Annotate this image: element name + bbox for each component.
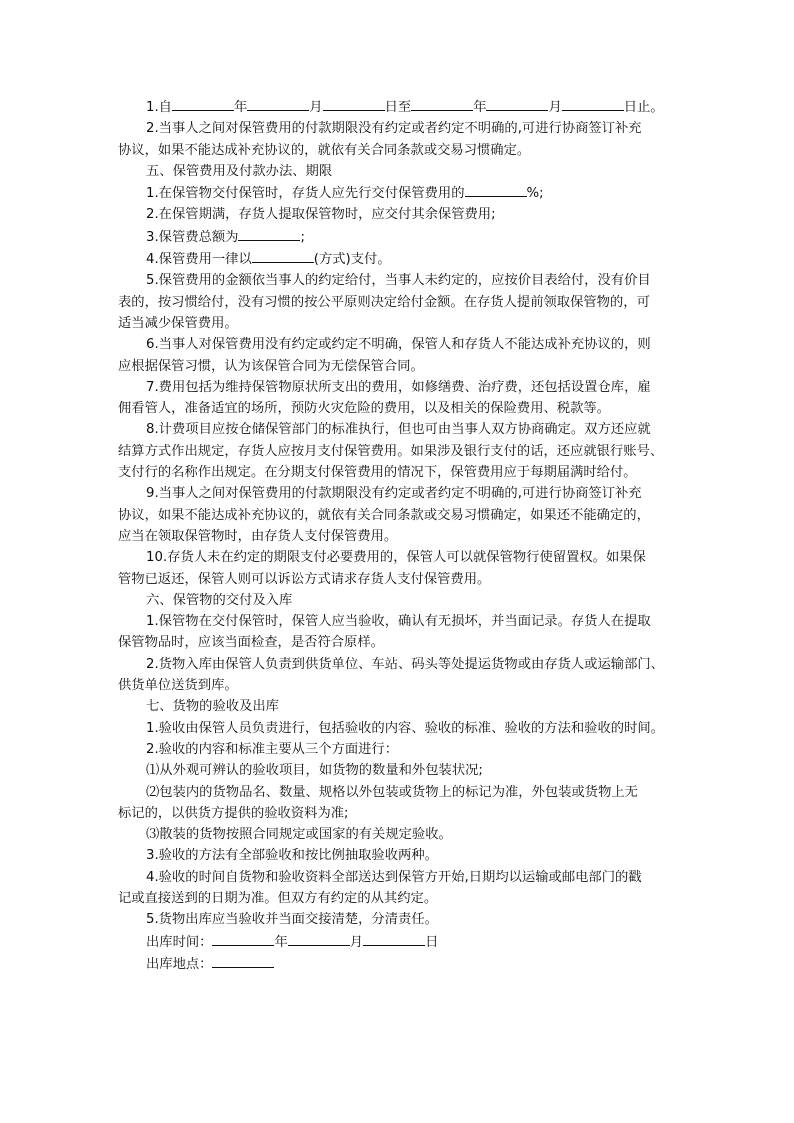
paragraph-line: 适当减少保管费用。 xyxy=(118,315,238,331)
paragraph-h5 xyxy=(118,161,688,182)
paragraph-line: 2.货物入库由保管人负责到供货单位、车站、码头等处提运货物或由存货人或运输部门、 xyxy=(146,656,664,672)
fill-in-blank[interactable] xyxy=(486,96,548,111)
paragraph-p5-7 xyxy=(118,377,688,420)
paragraph-line: 4.验收的时间自货物和验收资料全部送达到保管方开始,日期均以运输或邮电部门的戳 xyxy=(146,869,642,885)
paragraph-line: 结算方式作出规定，存货人应按月支付保管费用。如果涉及银行支付的话，还应就银行账号、 xyxy=(118,443,664,459)
paragraph-line: 2.验收的内容和标准主要从三个方面进行： xyxy=(146,741,399,757)
paragraph-line: ⑶散装的货物按照合同规定或国家的有关规定验收。 xyxy=(146,827,452,843)
paragraph-line: 支付行的名称作出规定。在分期支付保管费用的情况下，保管费用应于每期届满时给付。 xyxy=(118,465,637,481)
fill-in-blank[interactable] xyxy=(247,96,309,111)
fill-in-blank[interactable] xyxy=(238,226,300,241)
paragraph-p7-2a xyxy=(118,760,688,781)
paragraph-p7-1 xyxy=(118,718,688,739)
paragraph-p5-3 xyxy=(118,226,688,248)
paragraph-line: 出库时间： 年 月 日 xyxy=(118,931,688,953)
fill-in-blank[interactable] xyxy=(212,953,274,968)
fill-in-blank[interactable] xyxy=(288,931,350,946)
paragraph-p5-2 xyxy=(118,204,688,225)
paragraph-line: 4.保管费用一律以 (方式)支付。 xyxy=(118,248,688,270)
paragraph-p5-6 xyxy=(118,334,688,377)
paragraph-p7-2c xyxy=(118,824,688,845)
paragraph-line: 5.保管费用的金额依当事人的约定给付，当事人未约定的，应按价目表给付，没有价目 xyxy=(146,273,651,289)
paragraph-line: 2.在保管期满，存货人提取保管物时，应交付其余保管费用; xyxy=(146,207,496,223)
paragraph-p5-10 xyxy=(118,547,688,590)
paragraph-p5-1 xyxy=(118,182,688,204)
paragraph-line: 应根据保管习惯，认为该保管合同为无偿保管合同。 xyxy=(118,358,424,374)
paragraph-line: 供货单位送货到库。 xyxy=(118,678,238,694)
paragraph-line: 10.存货人未在约定的期限支付必要费用的，保管人可以就保管物行使留置权。如果保 xyxy=(146,550,646,566)
paragraph-line: 管物已返还，保管人则可以诉讼方式请求存货人支付保管费用。 xyxy=(118,571,491,587)
paragraph-line: 保管物品时，应该当面检查，是否符合原样。 xyxy=(118,635,384,651)
paragraph-line: 记或直接送到的日期为准。但双方有约定的从其约定。 xyxy=(118,890,438,906)
paragraph-line: 佣看管人，准备适宜的场所，预防火灾危险的费用，以及相关的保险费用、税款等。 xyxy=(118,401,610,417)
paragraph-line: 出库地点： xyxy=(118,953,688,975)
paragraph-f-time xyxy=(118,931,688,953)
paragraph-line: 7.费用包括为维持保管物原状所支出的费用，如修缮费、治疗费，还包括设置仓库，雇 xyxy=(146,379,651,395)
paragraph-h6 xyxy=(118,590,688,611)
paragraph-f-place xyxy=(118,953,688,975)
fill-in-blank[interactable] xyxy=(363,931,425,946)
paragraph-p7-2b xyxy=(118,782,688,825)
paragraph-line: 标记的，以供货方提供的验收资料为准; xyxy=(118,805,349,821)
paragraph-line: 3.保管费总额为 ; xyxy=(118,226,688,248)
fill-in-blank[interactable] xyxy=(172,96,234,111)
paragraph-line: 2.当事人之间对保管费用的付款期限没有约定或者约定不明确的,可进行协商签订补充 xyxy=(146,121,642,137)
paragraph-p7-4 xyxy=(118,867,688,910)
document-page xyxy=(118,96,688,975)
paragraph-p6-1 xyxy=(118,611,688,654)
fill-in-blank[interactable] xyxy=(465,182,527,197)
paragraph-p5-8 xyxy=(118,419,688,483)
paragraph-line: 1.自 年 月 日至 年 月 日止。 xyxy=(118,96,688,118)
paragraph-line: 1.在保管物交付保管时，存货人应先行交付保管费用的 %; xyxy=(118,182,688,204)
paragraph-line: 3.验收的方法有全部验收和按比例抽取验收两种。 xyxy=(146,848,438,864)
paragraph-line: 8.计费项目应按仓储保管部门的标准执行，但也可由当事人双方协商确定。双方还应就 xyxy=(146,422,651,438)
paragraph-p1 xyxy=(118,96,688,118)
paragraph-line: 协议，如果不能达成补充协议的，就依有关合同条款或交易习惯确定，如果还不能确定的， xyxy=(118,507,650,523)
paragraph-line: ⑴从外观可辨认的验收项目，如货物的数量和外包装状况; xyxy=(146,763,483,779)
paragraph-line: 9.当事人之间对保管费用的付款期限没有约定或者约定不明确的,可进行协商签订补充 xyxy=(146,486,642,502)
fill-in-blank[interactable] xyxy=(212,931,274,946)
paragraph-line: ⑵包装内的货物品名、数量、规格以外包装或货物上的标记为准，外包装或货物上无 xyxy=(146,784,638,800)
paragraph-p5-9 xyxy=(118,483,688,547)
fill-in-blank[interactable] xyxy=(562,96,624,111)
paragraph-line: 1.保管物在交付保管时，保管人应当验收，确认有无损坏，并当面记录。存货人在提取 xyxy=(146,614,651,630)
paragraph-line: 5.货物出库应当验收并当面交接清楚，分清责任。 xyxy=(146,912,438,928)
fill-in-blank[interactable] xyxy=(411,96,473,111)
paragraph-line: 六、保管物的交付及入库 xyxy=(146,592,293,608)
paragraph-line: 协议，如果不能达成补充协议的，就依有关合同条款或交易习惯确定。 xyxy=(118,142,531,158)
paragraph-line: 七、货物的验收及出库 xyxy=(146,699,279,715)
paragraph-line: 应当在领取保管物时，由存货人支付保管费用。 xyxy=(118,528,398,544)
paragraph-p5-4 xyxy=(118,248,688,270)
paragraph-p6-2 xyxy=(118,654,688,697)
fill-in-blank[interactable] xyxy=(323,96,385,111)
paragraph-line: 1.验收由保管人员负责进行，包括验收的内容、验收的标准、验收的方法和验收的时间。 xyxy=(146,720,664,736)
paragraph-p7-3 xyxy=(118,845,688,866)
paragraph-p7-2 xyxy=(118,739,688,760)
paragraph-p5-5 xyxy=(118,270,688,334)
paragraph-p2 xyxy=(118,118,688,161)
fill-in-blank[interactable] xyxy=(252,248,314,263)
paragraph-h7 xyxy=(118,696,688,717)
paragraph-line: 6.当事人对保管费用没有约定或约定不明确，保管人和存货人不能达成补充协议的，则 xyxy=(146,337,651,353)
paragraph-p7-5 xyxy=(118,909,688,930)
paragraph-line: 表的，按习惯给付，没有习惯的按公平原则决定给付金额。在存货人提前领取保管物的，可 xyxy=(118,294,650,310)
paragraph-line: 五、保管费用及付款办法、期限 xyxy=(146,163,333,179)
